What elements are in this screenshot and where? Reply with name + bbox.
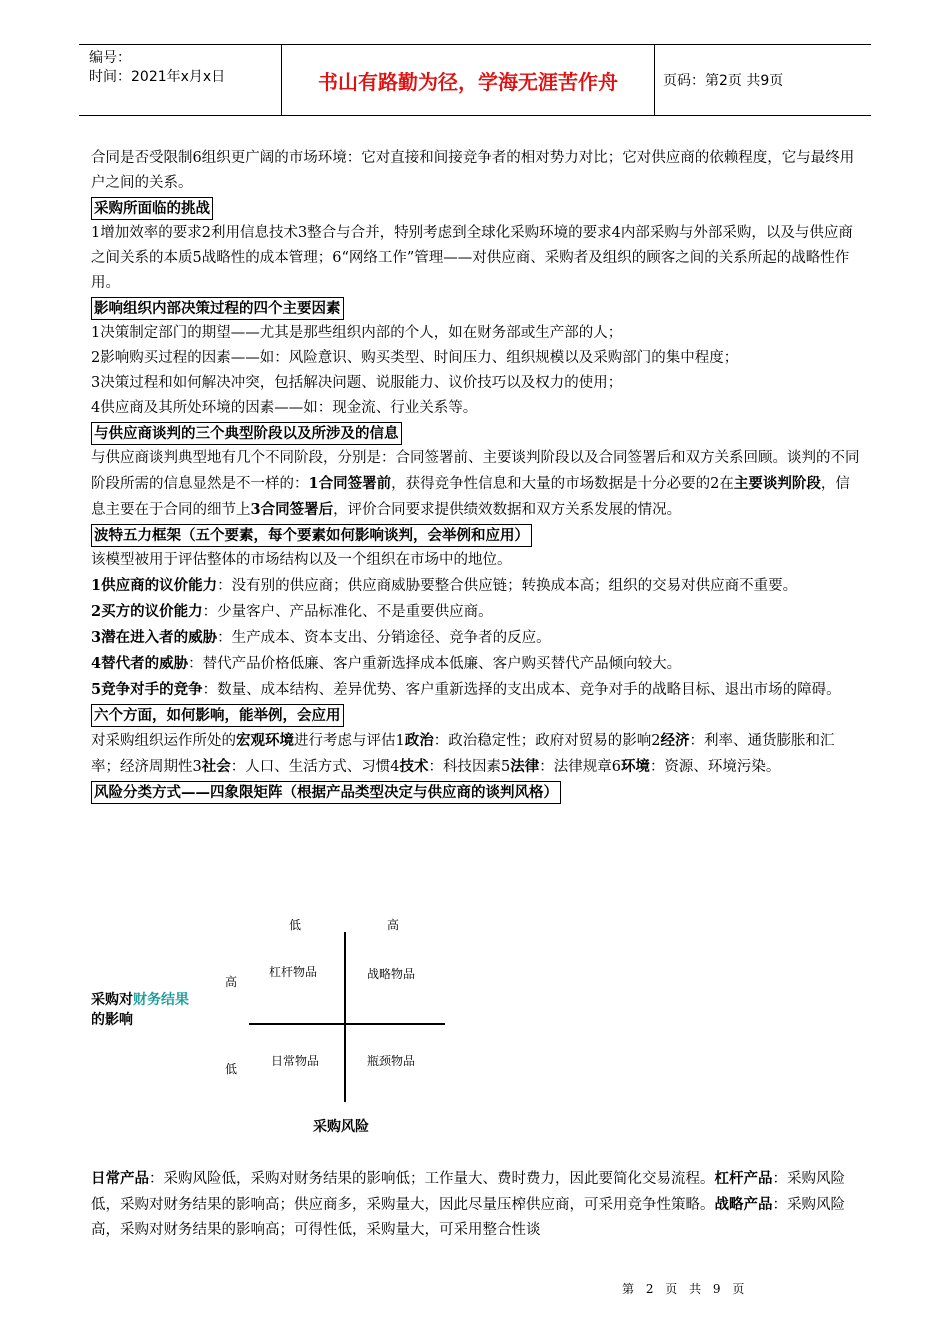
bold-run: 1合同签署前 (308, 475, 392, 492)
bold-run: 5竞争对手的竞争 (91, 681, 203, 698)
axis-left-high: 高 (225, 975, 238, 989)
bold-run: 战略产品 (714, 1196, 773, 1213)
text-run: ：采购风险高，采购对财务结果的影响高；可得性低，采购量大，可采用整合性谈 (91, 1197, 845, 1238)
bold-run: 1供应商的议价能力 (91, 577, 218, 594)
text-run: ：生产成本、资本支出、分销途径、竞争者的反应。 (217, 630, 551, 646)
bold-run: 3潜在进入者的威胁 (91, 629, 218, 646)
text-run: ，获得竞争性信息和大量的市场数据是十分必要的2在 (391, 476, 734, 492)
bold-run: 3合同签署后 (250, 501, 334, 518)
header-meta (79, 45, 282, 115)
pestle-paragraph (91, 728, 861, 780)
bold-run: 日常产品 (91, 1170, 149, 1187)
ylabel-part: 的影响 (91, 1012, 133, 1028)
header-page-info: 页码：第2页 共9页 (663, 73, 784, 89)
text-run: ：替代产品价格低廉、客户重新选择成本低廉、客户购买替代产品倾向较大。 (188, 656, 682, 672)
axis-top-low: 低 (289, 918, 302, 932)
force-item (91, 625, 861, 651)
matrix-horizontal-axis (249, 1023, 445, 1025)
bold-run: 经济 (660, 732, 690, 749)
product-types-text (91, 1166, 861, 1243)
bold-run: 法律 (510, 758, 540, 775)
factor-item: 3决策过程和如何解决冲突，包括解决问题、说服能力、议价技巧以及权力的使用； (91, 375, 623, 391)
header-motto: 书山有路勤为径，学海无涯苦作舟 (282, 45, 655, 115)
factor-item: 2影响购买过程的因素——如：风险意识、购买类型、时间压力、组织规模以及采购部门的集中程度； (91, 350, 739, 366)
section-heading-negotiation: 与供应商谈判的三个典型阶段以及所涉及的信息 (91, 422, 402, 445)
text-run: ：人口、生活方式、习惯4 (230, 759, 400, 775)
section-heading-risk-matrix: 风险分类方式——四象限矩阵（根据产品类型决定与供应商的谈判风格） (91, 781, 561, 804)
matrix-y-label (91, 990, 189, 1030)
force-item (91, 599, 861, 625)
ylabel-part: 采购对 (91, 992, 133, 1008)
challenges-paragraph: 1增加效率的要求2利用信息技术3整合与合并，特别考虑到全球化采购环境的要求4内部采购与外部采购，以及与供应商之间关系的本质5战略性的成本管理；6“网络工作”管理——对供应商、采购者及组织的顾客之间的关系所起的战略性作用。 (91, 225, 853, 291)
text-run: ：没有别的供应商；供应商威胁要整合供应链；转换成本高；组织的交易对供应商不重要。 (217, 578, 798, 594)
section-heading-challenges: 采购所面临的挑战 (91, 197, 213, 220)
bold-run: 2买方的议价能力 (91, 603, 203, 620)
quadrant-bottleneck: 瓶颈物品 (367, 1054, 416, 1068)
bold-run: 宏观环境 (236, 732, 294, 749)
bold-run: 政治 (404, 732, 434, 749)
date-label: 时间：2021年x月x日 (89, 69, 226, 85)
bold-run: 4替代者的威胁 (91, 655, 189, 672)
text-run: ，评价合同要求提供绩效数据和双方关系发展的情况。 (333, 502, 682, 518)
section-heading-porter: 波特五力框架（五个要素，每个要素如何影响谈判，会举例和应用） (91, 524, 532, 547)
quadrant-strategic: 战略物品 (367, 967, 416, 981)
text-run: ：采购风险低，采购对财务结果的影响低；工作量大、费时费力，因此要简化交易流程。 (149, 1171, 715, 1187)
force-item (91, 651, 861, 677)
force-item (91, 573, 861, 599)
risk-matrix-diagram (91, 900, 511, 1140)
text-run: ，信息主要在于合同的细节上 (91, 476, 850, 518)
text-run: 与供应商谈判典型地有几个不同阶段，分别是：合同签署前、主要谈判阶段以及合同签署后和双方关系回顾。谈判的不同阶段所需的信息显然是不一样的： (91, 450, 860, 492)
text-run: ：数量、成本结构、差异优势、客户重新选择的支出成本、竞争对手的战略目标、退出市场的障碍。 (202, 682, 841, 698)
bold-run: 环境 (620, 758, 650, 775)
text-run: ：利率、通货膨胀和汇率；经济周期性3 (91, 733, 835, 775)
section-heading-factors: 影响组织内部决策过程的四个主要因素 (91, 297, 344, 320)
text-run: ：法律规章6 (539, 759, 621, 775)
text-run: ：采购风险低，采购对财务结果的影响高；供应商多，采购量大，因此尽量压榨供应商，可采用竞争性策略。 (91, 1171, 845, 1213)
force-item (91, 677, 861, 703)
bold-run: 社会 (201, 758, 231, 775)
axis-left-low: 低 (225, 1062, 238, 1076)
factor-item: 4供应商及其所处环境的因素——如：现金流、行业关系等。 (91, 400, 478, 416)
text-run: ：政治稳定性；政府对贸易的影响2 (433, 733, 661, 749)
factor-item: 1决策制定部门的期望——尤其是那些组织内部的个人，如在财务部或生产部的人； (91, 325, 623, 341)
bold-run: 主要谈判阶段 (733, 475, 821, 492)
axis-top-high: 高 (387, 918, 400, 932)
text-run: 对采购组织运作所处的 (91, 733, 236, 749)
text-run: ：资源、环境污染。 (649, 759, 781, 775)
negotiation-paragraph (91, 446, 861, 523)
page-footer: 第 2 页 共 9 页 (622, 1282, 749, 1296)
section-heading-pestle: 六个方面，如何影响，能举例，会应用 (91, 704, 344, 727)
product-types-paragraph (91, 1166, 861, 1243)
code-label: 编号： (89, 50, 131, 66)
matrix-x-label: 采购风险 (313, 1119, 369, 1135)
bold-run: 技术 (399, 758, 429, 775)
ylabel-highlight: 财务结果 (133, 992, 189, 1008)
intro-paragraph: 合同是否受限制6组织更广阔的市场环境：它对直接和间接竞争者的相对势力对比；它对供应商的依赖程度，它与最终用户之间的关系。 (91, 150, 855, 191)
text-run: ：科技因素5 (428, 759, 511, 775)
matrix-vertical-axis (344, 932, 346, 1102)
bold-run: 杠杆产品 (714, 1170, 773, 1187)
text-run: 进行考虑与评估1 (294, 733, 405, 749)
document-body (91, 146, 861, 805)
text-run: ：少量客户、产品标准化、不是重要供应商。 (202, 604, 493, 620)
page-header (79, 44, 871, 116)
quadrant-leverage: 杠杆物品 (269, 965, 318, 979)
porter-intro: 该模型被用于评估整体的市场结构以及一个组织在市场中的地位。 (91, 552, 512, 568)
quadrant-routine: 日常物品 (271, 1054, 320, 1068)
